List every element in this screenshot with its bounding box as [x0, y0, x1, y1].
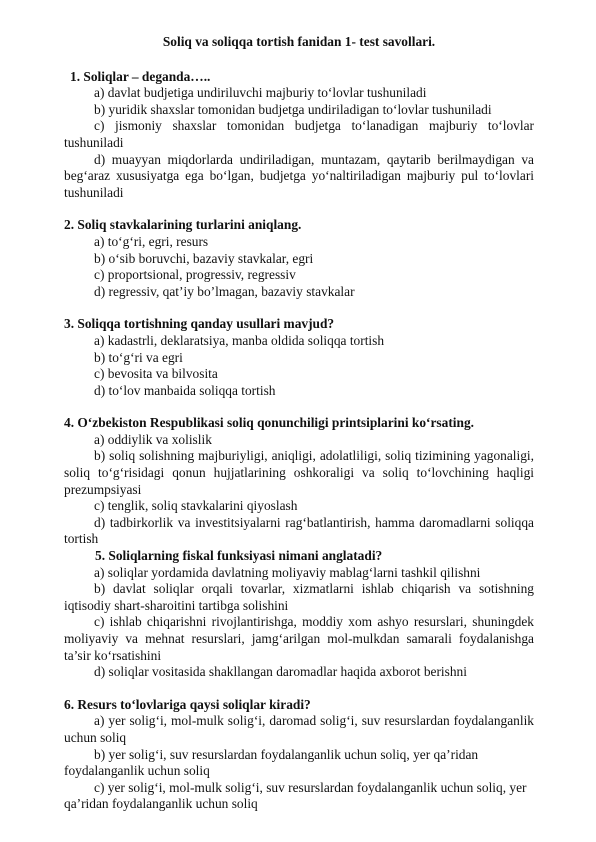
- answer-option: a) yer solig‘i, mol-mulk solig‘i, daromad solig‘i, suv resurslardan foydalanganlik uchun soliq: [64, 713, 534, 745]
- question-block: [64, 697, 534, 813]
- document-page: [64, 34, 534, 813]
- answer-option: c) tenglik, soliq stavkalarini qiyoslash: [94, 498, 298, 514]
- question-text: 3. Soliqqa tortishning qanday usullari mavjud?: [64, 316, 335, 332]
- answer-option: c) bevosita va bilvosita: [94, 366, 218, 382]
- question-block: [64, 69, 534, 202]
- question-block: [64, 415, 534, 548]
- question-block: [64, 217, 534, 300]
- document-title: Soliq va soliqqa tortish fanidan 1- test savollari.: [162, 34, 436, 49]
- question-text: 4. O‘zbekiston Respublikasi soliq qonunchiligi printsiplarini ko‘rsating.: [64, 415, 475, 431]
- question-text: 2. Soliq stavkalarining turlarini aniqlang.: [64, 217, 302, 233]
- question-text: 1. Soliqlar – deganda…..: [70, 68, 211, 84]
- answer-option: c) yer solig‘i, mol-mulk solig‘i, suv resurslardan foydalanganlik uchun soliq, yer qa’ridan foydalanganlik uchun soliq: [64, 779, 527, 812]
- answer-option: c) ishlab chiqarishni rivojlantirishga, moddiy xom ashyo resurslari, shuningdek moliyaviy va mehnat resurslari, jamg‘arilgan mol-mulkdan samarali foydalanishga ta’sir ko‘rsatishini: [64, 614, 534, 663]
- answer-option: c) jismoniy shaxslar tomonidan budjetga to‘lanadigan majburiy to‘lovlar tushuniladi: [64, 118, 534, 150]
- answer-option: b) soliq solishning majburiyligi, aniqligi, adolatliligi, soliq tizimining yagonaligi, soliq to‘g‘risidagi qonun hujjatlarining oshkoraligi va soliq to‘lovchining haqligi prezumpsiyasi: [64, 448, 534, 497]
- answer-option: b) to‘g‘ri va egri: [94, 349, 183, 365]
- answer-option: a) davlat budjetiga undiriluvchi majburiy to‘lovlar tushuniladi: [94, 85, 427, 101]
- question-block: [64, 548, 534, 681]
- answer-option: d) to‘lov manbaida soliqqa tortish: [94, 382, 276, 398]
- answer-option: a) soliqlar yordamida davlatning moliyaviy mablag‘larni tashkil qilishni: [94, 564, 481, 580]
- question-text: 5. Soliqlarning fiskal funksiyasi nimani anglatadi?: [95, 548, 383, 564]
- answer-option: b) davlat soliqlar orqali tovarlar, xizmatlarni ishlab chiqarish va sotishning iqtisodiy shart-sharoitini tartibga solishini: [64, 581, 534, 613]
- answer-option: a) to‘g‘ri, egri, resurs: [94, 233, 209, 249]
- answer-option: b) o‘sib boruvchi, bazaviy stavkalar, egri: [94, 250, 314, 266]
- answer-option: b) yer solig‘i, suv resurslardan foydalanganlik uchun soliq, yer qa’ridan foydalanganlik uchun soliq: [64, 746, 479, 779]
- answer-option: c) proportsional, progressiv, regressiv: [94, 267, 296, 283]
- answer-option: d) tadbirkorlik va investitsiyalarni rag‘batlantirish, hamma daromadlarni soliqqa tortish: [64, 514, 534, 547]
- answer-option: a) oddiylik va xolislik: [94, 431, 212, 447]
- answer-option: a) kadastrli, deklaratsiya, manba oldida soliqqa tortish: [94, 332, 385, 348]
- question-block: [64, 316, 534, 399]
- question-text: 6. Resurs to‘lovlariga qaysi soliqlar kiradi?: [64, 696, 311, 712]
- answer-option: b) yuridik shaxslar tomonidan budjetga undiriladigan to‘lovlar tushuniladi: [94, 101, 492, 117]
- answer-option: d) regressiv, qat’iy bo’lmagan, bazaviy stavkalar: [94, 283, 355, 299]
- answer-option: d) muayyan miqdorlarda undiriladigan, muntazam, qaytarib berilmaydigan va beg‘araz xususiyatga ega bo‘lgan, budjetga yo‘naltiriladigan majburiy pul to‘lovlari tushuniladi: [64, 151, 534, 200]
- answer-option: d) soliqlar vositasida shakllangan daromadlar haqida axborot berishni: [94, 664, 467, 680]
